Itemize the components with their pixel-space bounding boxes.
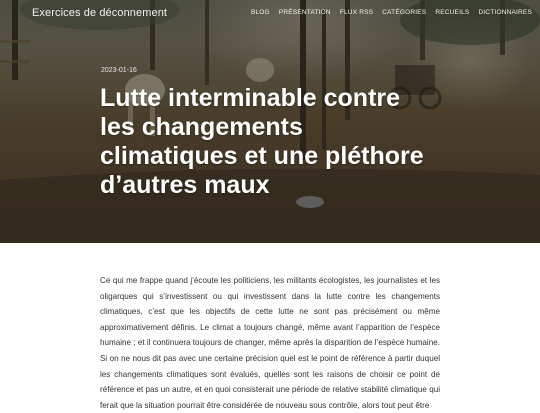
nav-item-dictionaries[interactable]: DICTIONNAIRES bbox=[478, 9, 532, 16]
nav-item-blog[interactable]: BLOG bbox=[250, 9, 270, 16]
post-content bbox=[100, 273, 440, 413]
post-date[interactable]: 2023-01-16 bbox=[101, 67, 137, 74]
post-paragraph: Ce qui me frappe quand j’écoute les politiciens, les militants écologistes, les journalistes et les oligarques qui s’investissent ou qui investissent dans la lutte contre les changements climatiques, c’est que les objectifs de cette lutte ne sont pas précisément ou même approximativement définis. Le climat a toujours changé, même avant l’apparition de l’espèce humaine ; et il continuera toujours de changer, même après la disparition de l’espèce humaine. Si on ne nous dit pas avec une certaine précision quel est le point de référence à partir duquel les changements climatiques sont évalués, quelles sont les raisons de choisir ce point de référence et pas un autre, et en quoi consisterait une période de relative stabilité climatique qui ferait que la situation pourrait être considérée de nouveau sous contrôle, alors tout peut être bbox=[100, 276, 440, 410]
site-title[interactable]: Exercices de déconnement bbox=[32, 7, 168, 19]
nav-item-presentation[interactable]: PRÉSENTATION bbox=[278, 9, 331, 16]
nav-item-rss-feed[interactable]: FLUX RSS bbox=[339, 9, 374, 16]
post-title: Lutte interminable contre les changements climatiques et une pléthore d’autres maux bbox=[100, 84, 424, 199]
nav-item-collections[interactable]: RECUEILS bbox=[435, 9, 470, 16]
nav-item-categories[interactable]: CATÉGORIES bbox=[382, 9, 427, 16]
main-nav bbox=[251, 9, 532, 16]
